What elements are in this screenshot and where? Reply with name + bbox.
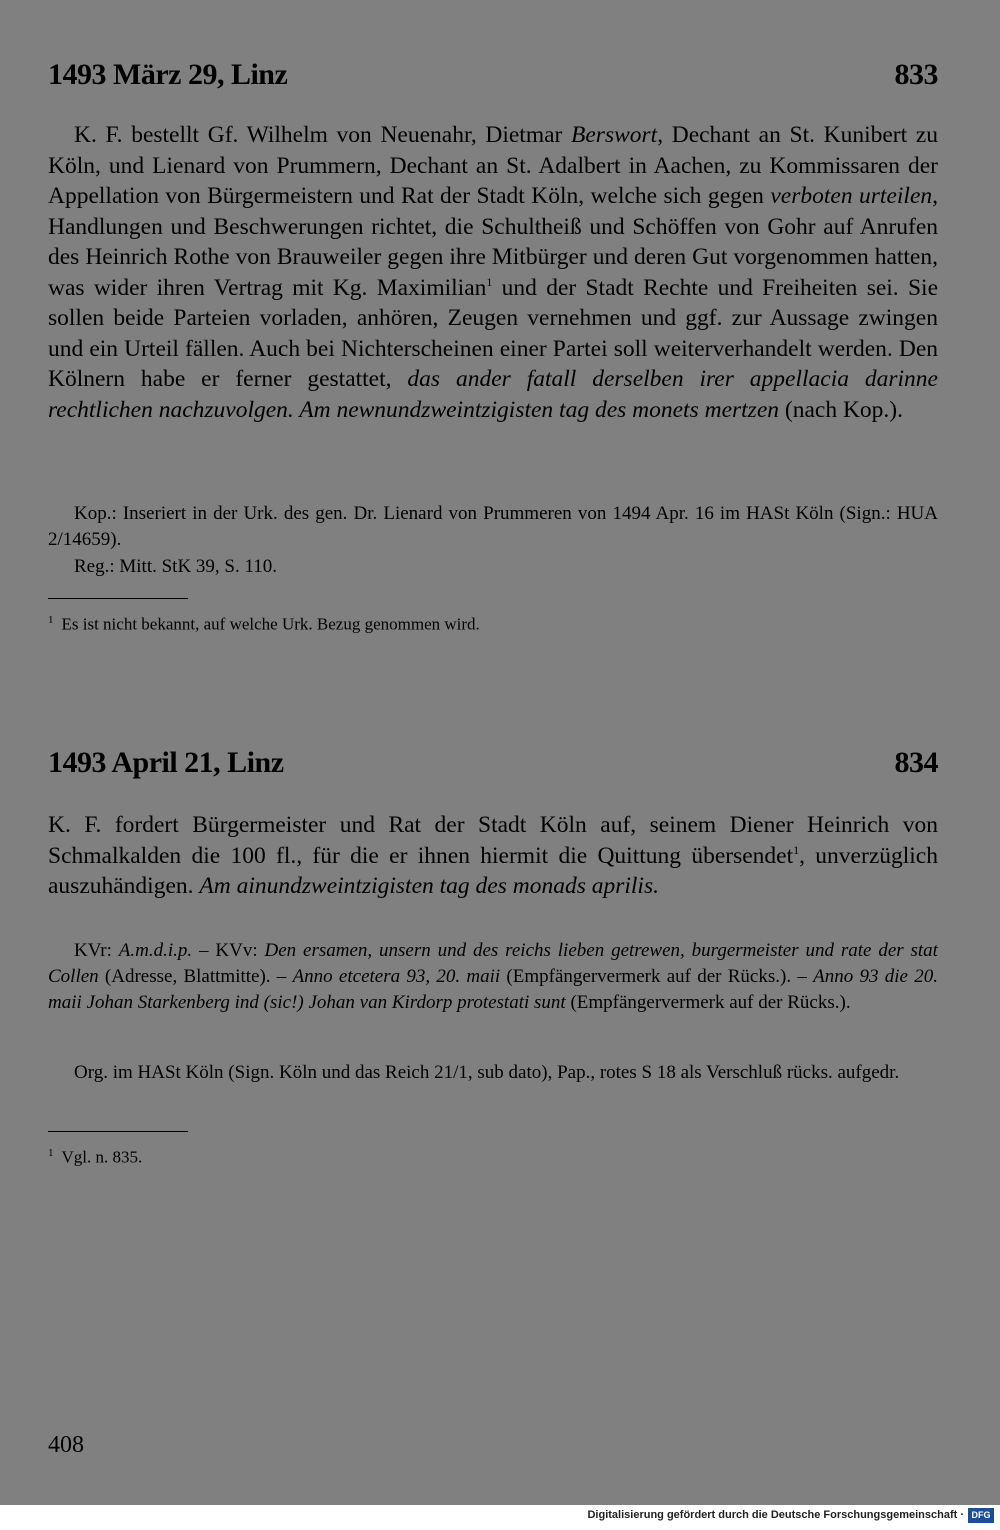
doc834-heading: [48, 746, 938, 780]
doc833-regest-part: , Dechant an St. Kunibert zu Köln, und Lienard von Prummern, Dechant an St. Adalbert in Aachen, zu Kommissaren der Appellation von Bürgermeistern und Rat der Stadt Köln, welche sich gegen: [48, 122, 938, 209]
doc833-regest-part: (nach Kop.).: [779, 396, 903, 423]
doc833-regest-italic: verboten urteilen: [770, 183, 933, 209]
doc833-regest-part: , Handlungen und Beschwerungen richtet, die Schultheiß und Schöffen von Gohr auf Anrufen des Heinrich Rothe von Brauweiler gegen ihre Mitbürger und deren Gut vorgenommen hatten, was wider ihren Vertrag mit Kg. Maximilian: [48, 183, 938, 301]
doc833-regest-note: Reg.: Mitt. StK 39, S. 110.: [74, 556, 278, 577]
doc834-original-note: Org. im HASt Köln (Sign. Köln und das Reich 21/1, sub dato), Pap., rotes S 18 als Verschluß rücks. aufgedr.: [74, 1062, 900, 1083]
vermerk-part: (Empfängervermerk auf der Rücks.).: [565, 992, 851, 1013]
doc833-regest-part: und der Stadt Rechte und Freiheiten sei. Sie sollen beide Parteien vorladen, anhören, Zeugen vernehmen und ggf. zur Aussage zwingen und ein Urteil fällen. Auch bei Nichterscheinen einer Partei soll weiterverhandelt werden. Den Kölnern habe er ferner gestattet,: [48, 274, 939, 392]
footnote-text: Vgl. n. 835.: [61, 1147, 143, 1167]
footnote-text: Es ist nicht bekannt, auf welche Urk. Bezug genommen wird.: [61, 614, 480, 634]
doc834-date-place: 1493 April 21, Linz: [48, 746, 284, 779]
doc834-footnote: [48, 1142, 142, 1169]
footnote-divider: [48, 598, 188, 599]
vermerk-part: (Empfängervermerk auf der Rücks.). –: [500, 966, 814, 987]
doc833-footnote: [48, 609, 480, 636]
footnote-number: 1: [48, 614, 54, 626]
doc833-regest-part: K. F. bestellt Gf. Wilhelm von Neuenahr, Dietmar: [74, 122, 572, 148]
vermerk-italic: Den ersamen, unsern und des reichs lieben getrewen, burgermeister und rate der stat Collen: [48, 940, 938, 987]
vermerk-part: – KVv:: [192, 940, 265, 961]
footnote-number: 1: [48, 1147, 54, 1159]
footnote-marker: 1: [486, 274, 493, 289]
doc834-regest-italic: Am ainundzweintzigisten tag des monads aprilis.: [199, 873, 659, 899]
footnote-divider: [48, 1131, 188, 1132]
doc833-regest: [48, 120, 938, 425]
doc833-heading: [48, 58, 938, 92]
doc833-regest-italic: Berswort: [571, 122, 658, 148]
page-number: 408: [48, 1432, 84, 1458]
vermerk-part: KVr:: [74, 940, 119, 961]
vermerk-italic: Anno etcetera 93, 20. maii: [292, 966, 501, 987]
doc833-number: 833: [894, 58, 938, 91]
doc834-regest-part: , unverzüglich auszuhändigen.: [48, 842, 938, 899]
doc833-regest-italic: das ander fatall derselben irer appellacia darinne rechtlichen nachzuvolgen. Am newnundzweintzigisten tag des monets mertzen: [48, 366, 938, 423]
doc834-regest-part: K. F. fordert Bürgermeister und Rat der Stadt Köln auf, seinem Diener Heinrich von Schmalkalden die 100 fl., für die er ihnen hiermit die Quittung übersendet: [48, 812, 938, 869]
footnote-marker: 1: [793, 842, 800, 857]
vermerk-italic: A.m.d.i.p.: [118, 940, 193, 961]
funding-credit: Digitalisierung gefördert durch die Deutsche Forschungsgemeinschaft ·: [587, 1509, 964, 1521]
vermerk-italic: Anno 93 die 20. maii Johan Starkenberg ind (sic!) Johan van Kirdorp protestati sunt: [48, 966, 938, 1013]
vermerk-part: (Adresse, Blattmitte). –: [98, 966, 293, 987]
doc834-number: 834: [894, 746, 938, 779]
doc834-regest: [48, 810, 938, 902]
doc833-date-place: 1493 März 29, Linz: [48, 58, 288, 91]
doc833-kopie-note: Kop.: Inseriert in der Urk. des gen. Dr. Lienard von Prummeren von 1494 Apr. 16 im HASt Köln (Sign.: HUA 2/14659).: [48, 503, 938, 550]
doc834-vermerke: [48, 938, 938, 1016]
dfg-logo: DFG: [968, 1508, 994, 1523]
